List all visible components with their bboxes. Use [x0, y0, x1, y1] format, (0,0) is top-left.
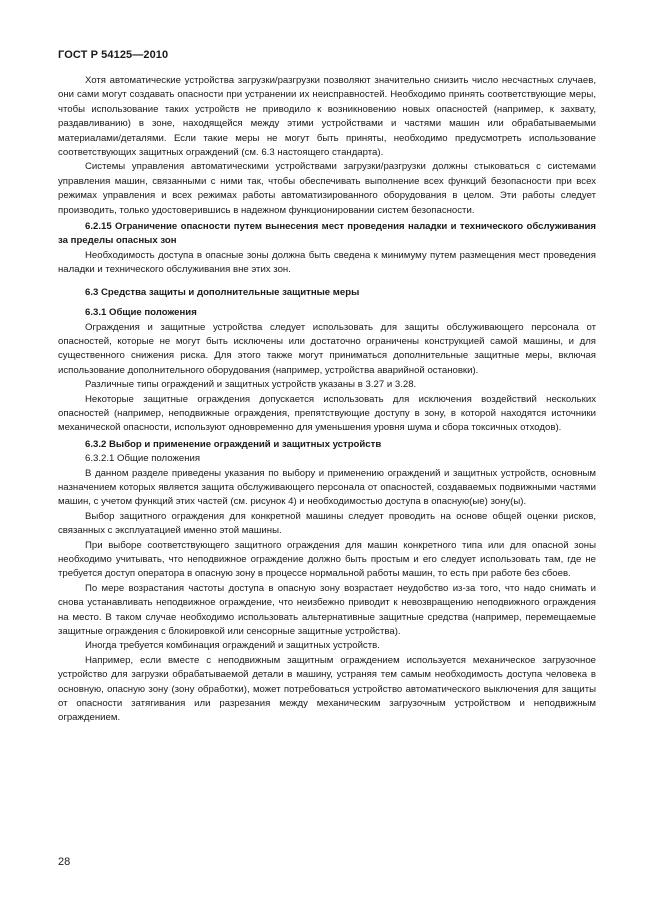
paragraph: Хотя автоматические устройства загрузки/разгрузки позволяют значительно снизить число несчастных случаев, они сами могут создавать опасности при устранении их неисправностей. Необходимо принять соответствующие меры, чтобы использование таких устройств не приводило к возникновению новых опасностей (например, к захвату, раздавливанию) в зоне, находящейся между этими устройствами и частями машин или обрабатываемыми материалами/деталями. Если такие меры не могут быть приняты, необходимо предусмотреть использование соответствующих защитных ограждений (см. 6.3 настоящего стандарта).: [58, 75, 596, 159]
page-content: [58, 74, 596, 726]
paragraph: В данном разделе приведены указания по выбору и применению ограждений и защитных устройств, основным назначением которых является защита обслуживающего персонала от опасностей, создаваемых подвижными частями машин, с учетом функций этих частей (см. рисунок 4) и необходимостью доступа в опасную(ые) зону(ы).: [58, 467, 596, 508]
section-heading: 6.3 Средства защиты и дополнительные защитные меры: [85, 286, 360, 298]
paragraph: Например, если вместе с неподвижным защитным ограждением используется механическое загрузочное устройство для загрузки обрабатываемой детали в машину, устраняя тем самым необходимость доступа человека в основную, опасную зону (зону обработки), может потребоваться устройство автоматического выключения для защиты от опасности затягивания или разрезания между механическим загрузочным устройством и неподвижным ограждением.: [58, 654, 596, 724]
page-number: 28: [58, 856, 71, 868]
paragraph: Системы управления автоматическими устройствами загрузки/разгрузки должны стыковаться с системами управления машин, связанными с ними так, чтобы обеспечивать выполнение всех функций безопасности при всех режимах управления и всех режимах работы автоматизированного оборудования в целом. Эти работы следует производить, только удостоверившись в надежном функционировании систем безопасности.: [58, 161, 596, 216]
clause-title: 6.3.2.1 Общие положения: [85, 453, 201, 465]
paragraph: Иногда требуется комбинация ограждений и защитных устройств.: [85, 640, 380, 652]
paragraph: По мере возрастания частоты доступа в опасную зону возрастает неудобство из-за того, что надо снимать и снова устанавливать неподвижное ограждение, что неизбежно приводит к невозвращению неподвижного ограждения на место. В таком случае необходимо использовать альтернативные защитные средства (например, перемещаемые защитные ограждения с блокировкой или сенсорные защитные устройства).: [58, 582, 596, 638]
paragraph: Некоторые защитные ограждения допускается использовать для исключения воздействий нескольких опасностей (например, неподвижные ограждения, препятствующие доступу в зону, в которой находятся источники механической опасности, используют одновременно для уменьшения уровня шума и сбора токсичных отходов).: [58, 393, 596, 434]
subsection-heading: 6.3.1 Общие положения: [85, 307, 197, 319]
paragraph: Различные типы ограждений и защитных устройств указаны в 3.27 и 3.28.: [85, 379, 417, 391]
paragraph: Выбор защитного ограждения для конкретной машины следует проводить на основе общей оценки рисков, связанных с эксплуатацией именно этой машины.: [58, 510, 596, 537]
subsection-heading: 6.3.2 Выбор и применение ограждений и защитных устройств: [85, 438, 382, 450]
clause-heading: 6.2.15 Ограничение опасности путем вынесения мест проведения наладки и технического обслуживания за пределы опасных зон: [58, 221, 596, 247]
paragraph: Ограждения и защитные устройства следует использовать для защиты обслуживающего персонала от опасностей, которые не могут быть исключены или достаточно ограничены конструкцией самой машины, и для существенного снижения риска. Для этого также могут приниматься дополнительные защитные меры, включая использование дополнительного оборудования (например, устройства аварийной остановки).: [58, 321, 596, 376]
paragraph: При выборе соответствующего защитного ограждения для машин конкретного типа или для опасной зоны необходимо учитывать, что неподвижное ограждение должно быть простым и его следует использовать там, где не требуется доступ оператора в опасную зону в процессе нормальной работы машин, то есть при работе без сбоев.: [58, 539, 596, 580]
paragraph: Необходимость доступа в опасные зоны должна быть сведена к минимуму путем размещения мест проведения наладки и технического обслуживания вне этих зон.: [58, 249, 596, 276]
document-header: ГОСТ Р 54125—2010: [58, 49, 169, 61]
